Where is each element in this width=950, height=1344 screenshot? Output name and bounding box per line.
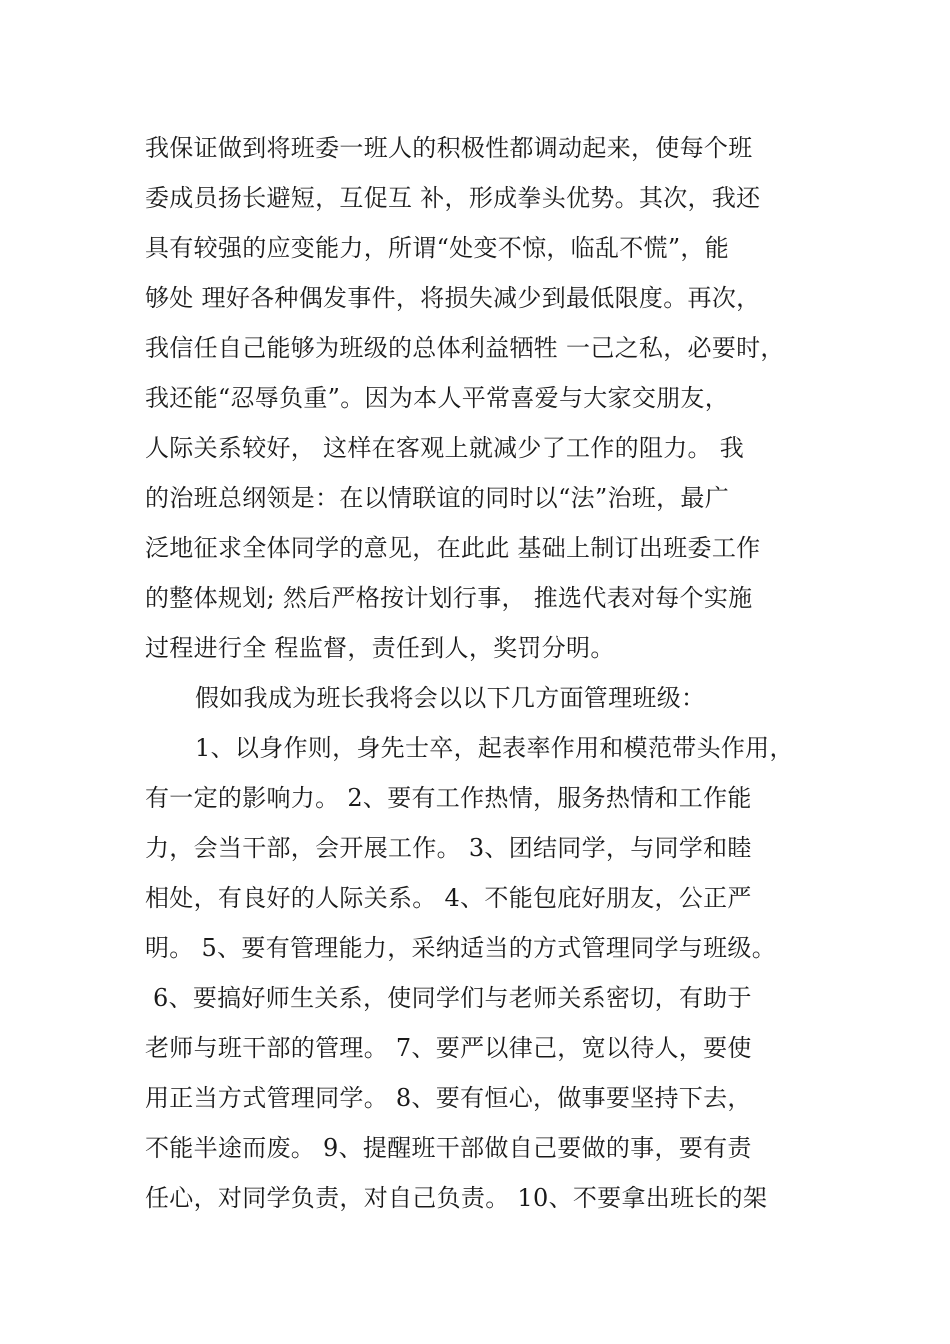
text-line: 过程进行全 程监督，责任到人，奖罚分明。 xyxy=(145,634,615,662)
text-line: 的整体规划; 然后严格按计划行事， 推选代表对每个实施 xyxy=(145,584,753,612)
text-line: 不能半途而废。 9、提醒班干部做自己要做的事，要有责 xyxy=(145,1134,752,1162)
section-heading: 假如我成为班长我将会以以下几方面管理班级： xyxy=(195,684,706,712)
text-line: 委成员扬长避短，互促互 补，形成拳头优势。其次，我还 xyxy=(145,184,761,212)
text-line: 够处 理好各种偶发事件，将损失减少到最低限度。再次， xyxy=(145,284,761,312)
text-line: 相处，有良好的人际关系。 4、不能包庇好朋友，公正严 xyxy=(145,884,752,912)
text-line: 任心，对同学负责，对自己负责。 10、不要拿出班长的架 xyxy=(145,1184,768,1212)
text-line: 的治班总纲领是：在以情联谊的同时以“法”治班，最广 xyxy=(145,484,730,512)
text-line: 人际关系较好， 这样在客观上就减少了工作的阻力。 我 xyxy=(145,434,745,462)
text-line: 我还能“忍辱负重”。因为本人平常喜爱与大家交朋友， xyxy=(145,384,730,412)
text-line: 我信任自己能够为班级的总体利益牺牲 一己之私，必要时， xyxy=(145,334,785,362)
text-line: 老师与班干部的管理。 7、要严以律己，宽以待人，要使 xyxy=(145,1034,752,1062)
text-line: 1、以身作则，身先士卒，起表率作用和模范带头作用， xyxy=(195,734,794,762)
text-line: 有一定的影响力。 2、要有工作热情，服务热情和工作能 xyxy=(145,784,752,812)
text-line: 用正当方式管理同学。 8、要有恒心，做事要坚持下去， xyxy=(145,1084,752,1112)
text-line: 我保证做到将班委一班人的积极性都调动起来，使每个班 xyxy=(145,134,753,162)
text-line: 泛地征求全体同学的意见，在此此 基础上制订出班委工作 xyxy=(145,534,761,562)
text-line: 具有较强的应变能力，所谓“处变不惊，临乱不慌”，能 xyxy=(145,234,730,262)
text-line: 6、要搞好师生关系，使同学们与老师关系密切，有助于 xyxy=(153,984,752,1012)
text-line: 力，会当干部，会开展工作。 3、团结同学，与同学和睦 xyxy=(145,834,752,862)
text-line: 明。 5、要有管理能力，采纳适当的方式管理同学与班级。 xyxy=(145,934,776,962)
